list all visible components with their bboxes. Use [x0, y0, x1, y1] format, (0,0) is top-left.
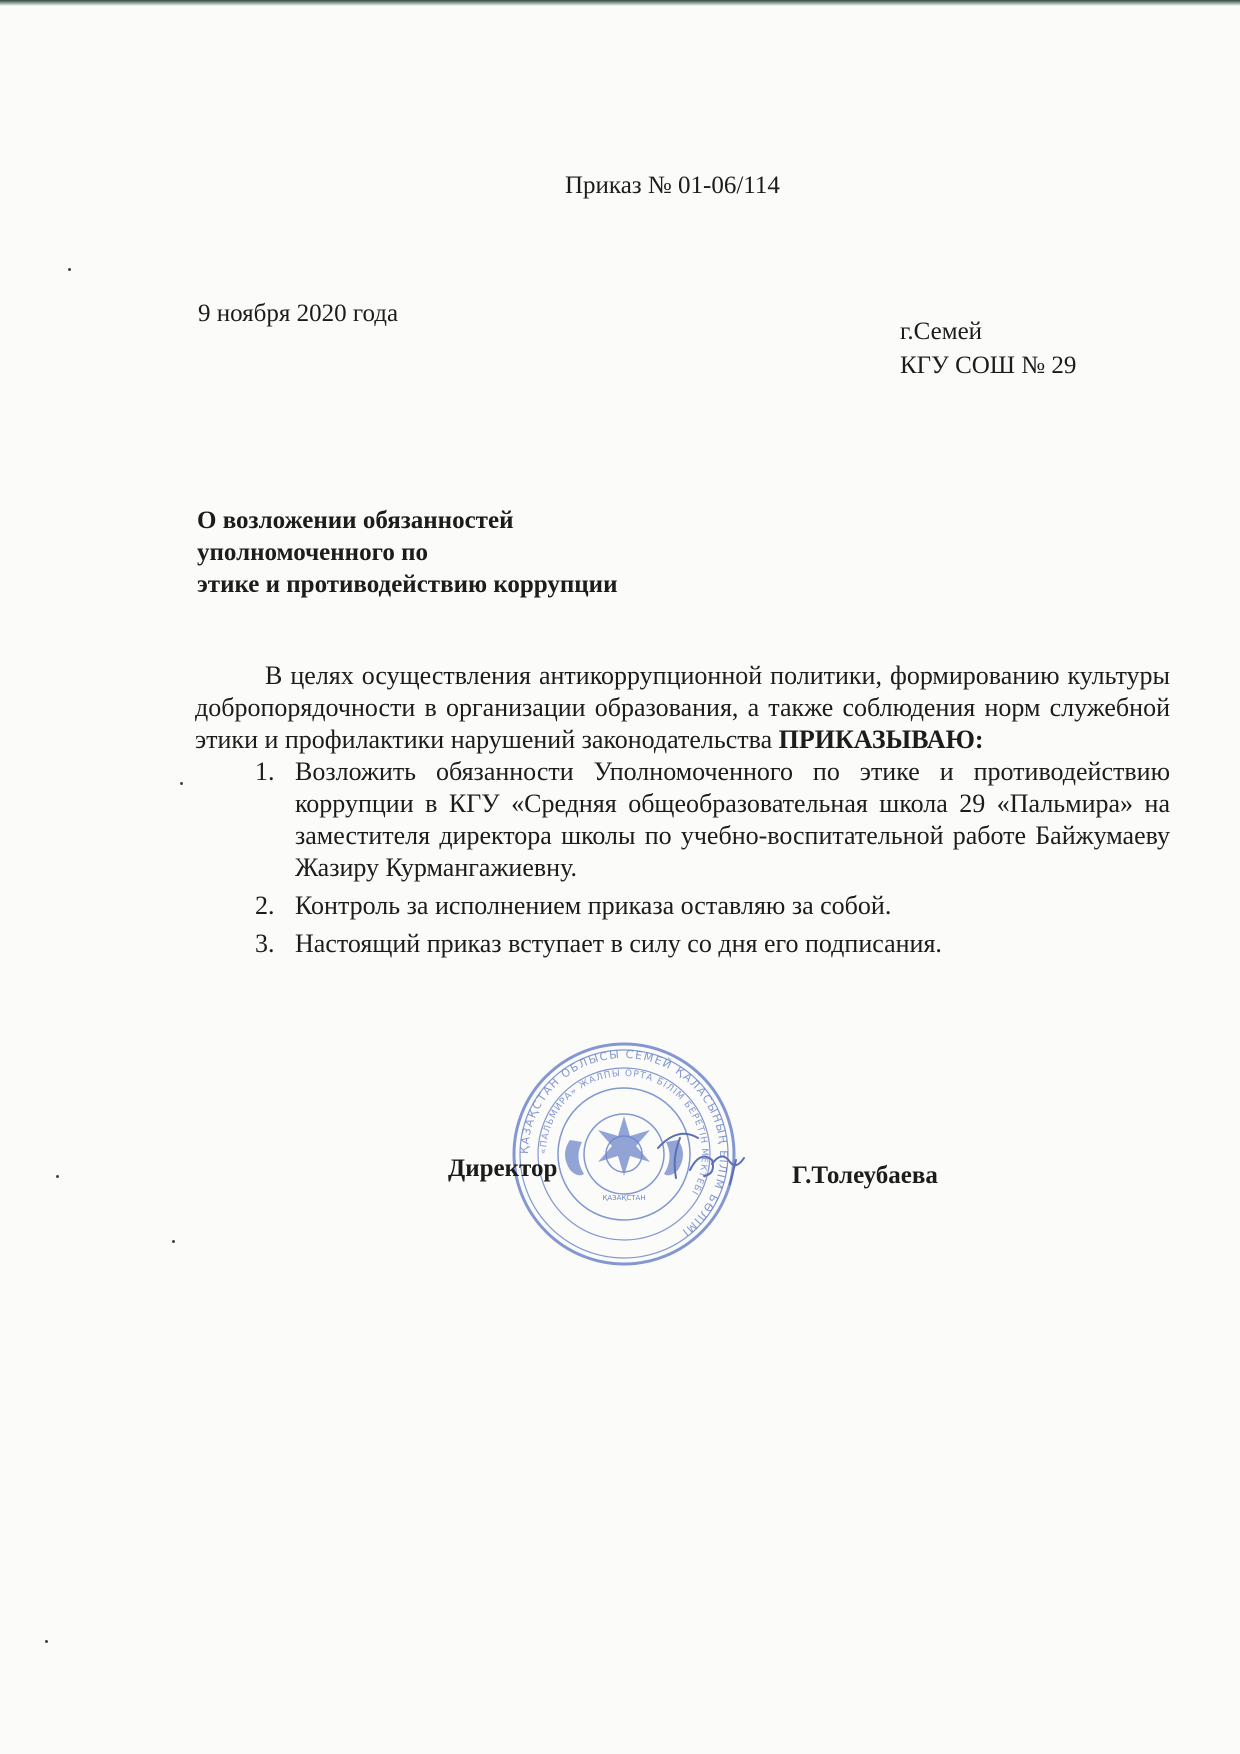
intro-text: В целях осуществления антикоррупционной политики, формированию культуры добропорядочности в организации образования, а также соблюдения норм служебной этики и профилактики нарушений законодательства: [195, 661, 1170, 754]
stamp-outer-text: ҚАЗАҚСТАН ОБЛЫСЫ СЕМЕЙ ҚАЛАСЫНЫҢ БІЛІМ БӨЛІМІ: [517, 1047, 731, 1240]
order-item: [255, 890, 1170, 922]
order-place: [900, 315, 1076, 383]
item-text: Настоящий приказ вступает в силу со дня его подписания.: [295, 929, 942, 958]
scan-speck: [172, 1240, 175, 1243]
order-number: Приказ № 01-06/114: [565, 172, 780, 199]
order-subject: [197, 505, 618, 601]
stamp-center-text: ҚАЗАҚСТАН: [602, 1194, 646, 1202]
order-item: [255, 756, 1170, 884]
signatory-title: Директор: [448, 1155, 558, 1182]
scan-speck: [68, 268, 71, 271]
scan-speck: [180, 782, 183, 785]
order-item: [255, 928, 1170, 960]
scan-speck: [56, 1175, 59, 1178]
subject-line-3: этике и противодействию коррупции: [197, 571, 618, 598]
subject-line-1: О возложении обязанностей: [197, 507, 514, 534]
scan-speck: [45, 1640, 48, 1643]
organization: КГУ СОШ № 29: [900, 352, 1077, 379]
stamp-inner-text: «ПАЛЬМИРА» ЖАЛПЫ ОРТА БІЛІМ БЕРЕТІН МЕКТЕБІ: [538, 1068, 710, 1197]
order-items: [195, 756, 1170, 960]
signature: [650, 1120, 760, 1190]
city: г.Семей: [900, 318, 983, 345]
subject-line-2: уполномоченного по: [197, 539, 428, 566]
item-text: Контроль за исполнением приказа оставляю за собой.: [295, 891, 892, 920]
order-date: 9 ноября 2020 года: [198, 300, 399, 327]
order-body: [195, 660, 1170, 966]
item-number: 1.: [255, 757, 275, 786]
signatory-name: Г.Толеубаева: [792, 1162, 938, 1189]
item-number: 2.: [255, 891, 275, 920]
item-text: Возложить обязанности Уполномоченного по этике и противодействию коррупции в КГУ «Средняя общеобразовательная школа 29 «Пальмира» на заместителя директора школы по учебно-воспитательной работе Байжумаеву Жазиру Курмангажиевну.: [295, 757, 1170, 882]
item-number: 3.: [255, 929, 275, 958]
intro-emphasis: ПРИКАЗЫВАЮ:: [778, 725, 984, 754]
scan-edge: [0, 0, 1240, 6]
intro-paragraph: [195, 660, 1170, 756]
